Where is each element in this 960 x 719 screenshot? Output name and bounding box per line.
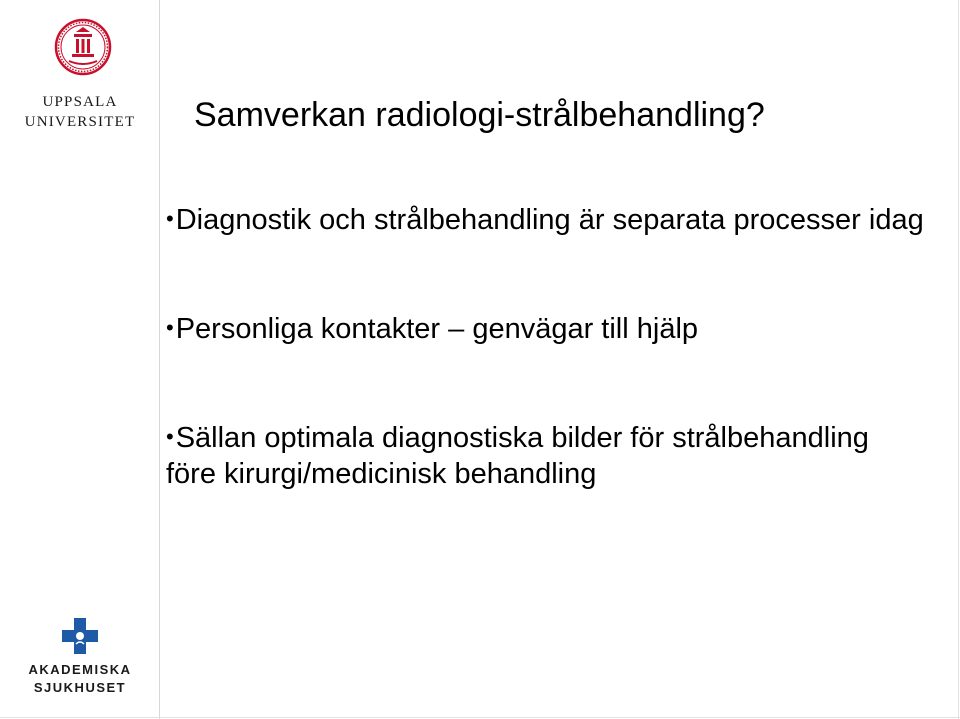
bullet-text: Diagnostik och strålbehandling är separata processer idag — [175, 204, 924, 236]
university-name-line1: UPPSALA — [42, 94, 118, 110]
bullet-text: Personliga kontakter – genvägar till hjälp — [175, 313, 699, 345]
bullet-item — [166, 310, 926, 347]
uppsala-seal-icon — [54, 18, 112, 76]
slide-title: Samverkan radiologi-strålbehandling? — [194, 96, 765, 134]
hospital-cross-icon — [62, 618, 98, 654]
hospital-name-line2: SJUKHUSET — [33, 680, 127, 695]
frame-border-right — [958, 0, 959, 719]
bullet-dot: • — [166, 424, 174, 449]
bullet-text: Sällan optimala diagnostiska bilder för strålbehandling före kirurgi/medicinisk behandling — [166, 422, 869, 490]
bullet-dot: • — [166, 315, 174, 340]
university-name-line2: UNIVERSITET — [24, 114, 136, 130]
bullet-item — [166, 419, 926, 492]
sidebar-divider — [159, 0, 160, 719]
bullet-list — [166, 201, 926, 492]
frame-border-bottom — [0, 717, 960, 718]
uppsala-universitet-logo — [18, 18, 142, 138]
bullet-dot: • — [166, 206, 174, 231]
akademiska-sjukhuset-logo — [18, 618, 142, 698]
hospital-name-line1: AKADEMISKA — [28, 662, 132, 677]
bullet-item — [166, 201, 926, 238]
